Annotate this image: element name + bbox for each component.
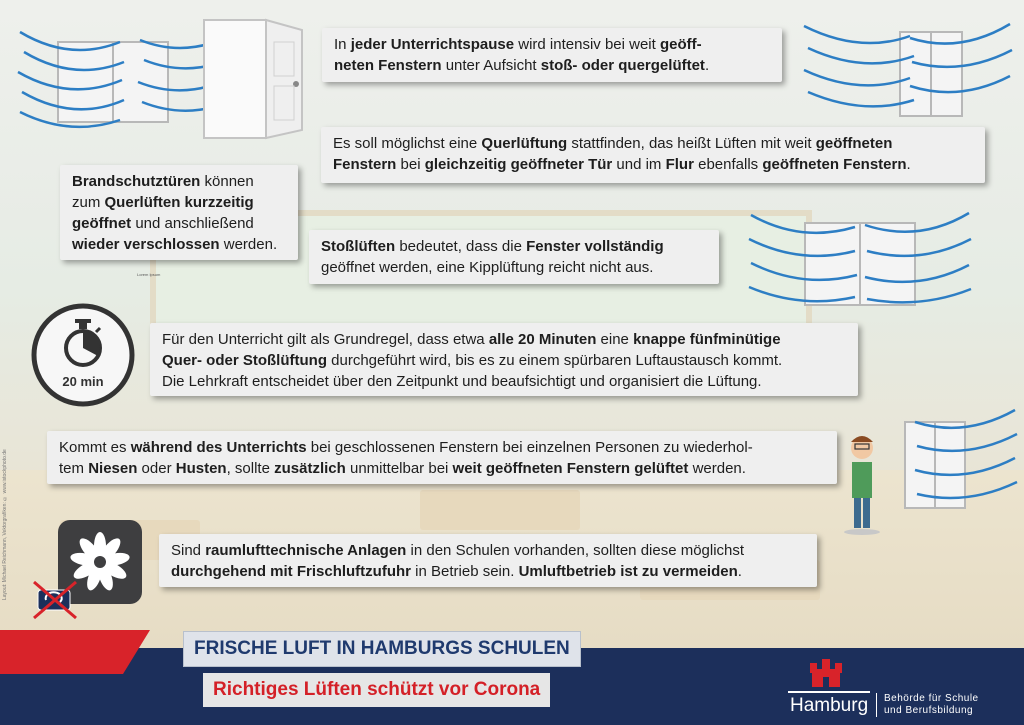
text-run: können	[200, 173, 254, 190]
text-run: geöffnet werden, eine Kipplüftung reicht nicht aus.	[321, 259, 654, 276]
poster-title: FRISCHE LUFT IN HAMBURGS SCHULEN	[183, 631, 581, 667]
brandschutz-box	[60, 165, 298, 260]
bold-text-run: geöffneten Fenstern	[762, 156, 907, 173]
window-airflow-icon	[895, 402, 1020, 512]
text-run: und im	[612, 156, 666, 173]
credit-text: Layout: Michael Reichmann, Vektorgrafiken: © www.istockphoto.de	[2, 449, 8, 600]
bold-text-run: Husten	[175, 460, 227, 477]
text-run: werden.	[688, 460, 746, 477]
tiny-label: Lorem Ipsum	[137, 272, 161, 277]
text-run: Sind	[171, 542, 206, 559]
bold-text-run: wieder verschlossen	[72, 236, 220, 253]
bold-text-run: Stoßlüften	[321, 238, 396, 255]
grundregel-box	[150, 323, 858, 396]
text-run: ebenfalls	[693, 156, 763, 173]
text-run: In	[334, 36, 351, 53]
text-run: werden.	[219, 236, 278, 253]
text-run: tem	[59, 460, 89, 477]
text-run: Kommt es	[59, 439, 131, 456]
authority-line1: Behörde für Schule	[884, 693, 979, 704]
window-airflow-icon	[800, 14, 1015, 124]
bold-text-run: Fenster vollständig	[526, 238, 664, 255]
logo-underline	[788, 691, 870, 693]
bold-text-run: gleichzeitig geöffneter Tür	[424, 156, 613, 173]
bold-text-run: weit geöffneten Fenstern gelüftet	[452, 460, 689, 477]
text-run: .	[906, 156, 911, 173]
poster-subtitle: Richtiges Lüften schützt vor Corona	[203, 673, 550, 707]
sick-person-icon	[840, 432, 884, 537]
text-run: zum	[72, 194, 105, 211]
bold-text-run: zusätzlich	[274, 460, 346, 477]
bold-text-run: durchgehend mit Frischluftzufuhr	[171, 563, 411, 580]
text-run: bei	[396, 156, 425, 173]
bold-text-run: Quer- oder Stoßlüftung	[162, 352, 327, 369]
raumluft-box	[159, 534, 817, 587]
stopwatch-icon	[30, 302, 136, 408]
text-run: wird intensiv bei weit	[514, 36, 660, 53]
logo-name: Hamburg	[790, 695, 869, 716]
text-run: unmittelbar bei	[345, 460, 453, 477]
bold-text-run: Querlüften kurzzeitig	[104, 194, 254, 211]
text-run: .	[737, 563, 742, 580]
bold-text-run: raumlufttechnische Anlagen	[205, 542, 407, 559]
bold-text-run: während des Unterrichts	[130, 439, 307, 456]
bold-text-run: Querlüftung	[481, 135, 568, 152]
text-run: und anschließend	[131, 215, 254, 232]
stosslueften-box	[309, 230, 719, 284]
desk	[420, 490, 580, 530]
text-run: , sollte	[226, 460, 275, 477]
bold-text-run: Fenstern	[333, 156, 397, 173]
bold-text-run: jeder Unterrichtspause	[350, 36, 515, 53]
window-airflow-icon	[745, 205, 975, 310]
bold-text-run: Flur	[665, 156, 694, 173]
logo-divider	[876, 693, 877, 717]
no-recirculation-icon	[30, 580, 80, 620]
bold-text-run: knappe fünfminütige	[633, 331, 781, 348]
timer-label: 20 min	[62, 374, 104, 389]
bold-text-run: Brandschutztüren	[72, 173, 201, 190]
text-run: durchgeführt wird, bis es zu einem spürbaren Luftaustausch kommt.	[326, 352, 783, 369]
door-icon	[198, 16, 308, 142]
text-run: Für den Unterricht gilt als Grundregel, dass etwa	[162, 331, 489, 348]
text-run: .	[704, 57, 710, 74]
bold-text-run: stoß- oder quergelüftet	[540, 57, 705, 74]
text-run: Die Lehrkraft entscheidet über den Zeitpunkt und beaufsichtigt und organisiert die Lüftung.	[162, 373, 762, 390]
querlueftung-box	[321, 127, 985, 183]
text-run: Es soll möglichst eine	[333, 135, 482, 152]
bold-text-run: geöffnet	[72, 215, 132, 232]
bold-text-run: Umluftbetrieb ist zu vermeiden	[518, 563, 738, 580]
hamburg-castle-icon	[808, 655, 844, 689]
text-run: bedeutet, dass die	[395, 238, 527, 255]
bold-text-run: Niesen	[88, 460, 138, 477]
text-run: in Betrieb sein.	[411, 563, 519, 580]
text-run: bei geschlossenen Fenstern bei einzelnen Personen zu wiederhol-	[306, 439, 753, 456]
hamburg-logo	[780, 655, 1010, 720]
bold-text-run: alle 20 Minuten	[488, 331, 597, 348]
text-run: oder	[137, 460, 176, 477]
text-run: eine	[596, 331, 634, 348]
niesen-husten-box	[47, 431, 837, 484]
authority-line2: und Berufsbildung	[884, 705, 974, 716]
bold-text-run: neten Fenstern	[334, 57, 442, 74]
pause-lueften-box	[322, 28, 782, 82]
text-run: unter Aufsicht	[441, 57, 541, 74]
text-run: stattfinden, das heißt Lüften mit weit	[567, 135, 816, 152]
bold-text-run: geöffneten	[815, 135, 893, 152]
bold-text-run: geöff-	[659, 36, 702, 53]
text-run: in den Schulen vorhanden, sollten diese möglichst	[406, 542, 745, 559]
